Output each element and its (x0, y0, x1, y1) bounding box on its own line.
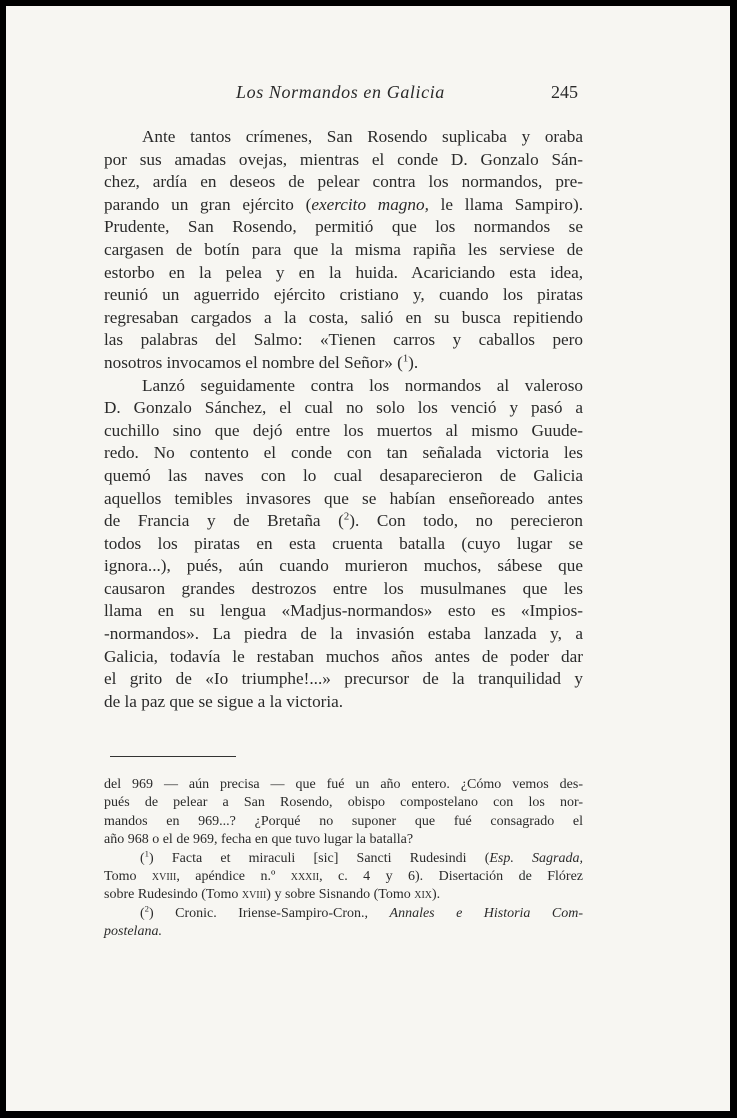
body-line: regresaban cargados a la costa, salió en su busca repitiendo (104, 307, 583, 327)
body-line: llama en su lengua «Madjus-normandos» esto es «Impios- (104, 601, 583, 621)
footnote-rule (110, 756, 236, 757)
body-text (104, 126, 583, 713)
footnote-line: pués de pelear a San Rosendo, obispo compostelano con los nor- (104, 795, 583, 811)
text-segment: ) Facta et miraculi [sic] Sancti Rudesindi ( (149, 850, 490, 866)
text-segment: ). Con todo, no perecieron (349, 511, 583, 531)
body-line: Prudente, San Rosendo, permitió que los normandos se (104, 217, 583, 237)
body-line: todos los piratas en esta cruenta batalla (cuyo lugar se (104, 533, 583, 553)
body-line: causaron grandes destrozos entre los musulmanes que les (104, 578, 583, 598)
footnote-line (104, 847, 583, 868)
text-segment: ) y sobre Sisnando (Tomo (266, 887, 415, 903)
body-line: estorbo en la pelea y en la huida. Acariciando esta idea, (104, 262, 583, 282)
body-line (104, 352, 583, 375)
body-line: Ante tantos crímenes, San Rosendo suplicaba y oraba (142, 127, 583, 146)
book-page (6, 6, 730, 1111)
smallcaps-segment: xviii (151, 869, 177, 885)
text-segment: , c. 4 y 6). Disertación de Flórez (319, 869, 583, 885)
footnote-line (104, 923, 583, 941)
footnote-ref: 1 (402, 353, 409, 365)
body-line: redo. No contento el conde con tan señalada victoria les (104, 443, 583, 463)
text-segment: ) Cronic. Iriense-Sampiro-Cron., (149, 905, 390, 921)
body-line: cuchillo sino que dejó entre los muertos al mismo Guude- (104, 420, 583, 440)
body-line: aquellos temibles invasores que se habían enseñoreado antes (104, 488, 583, 508)
smallcaps-segment: xxxii (290, 869, 320, 885)
text-segment: ). (432, 887, 441, 903)
footnotes (104, 776, 583, 942)
italic-segment: exercito magno, (311, 194, 429, 214)
running-head (110, 82, 582, 108)
text-segment: ( (140, 905, 145, 921)
body-line: por sus amadas ovejas, mientras el conde D. Gonzalo Sán- (104, 149, 583, 169)
body-line (104, 194, 583, 217)
body-line: el grito de «Io triumphe!...» precursor de la tranquilidad y (104, 669, 583, 689)
text-segment: de Francia y de Bretaña ( (104, 511, 344, 531)
body-line: cargasen de botín para que la misma rapiña les serviese de (104, 239, 583, 259)
body-line: ignora...), pués, aún cuando murieron muchos, sábese que (104, 556, 583, 576)
footnote-number: 2 (144, 903, 150, 914)
footnote-number: 1 (144, 847, 150, 858)
footnote-line: del 969 — aún precisa — que fué un año entero. ¿Cómo vemos des- (104, 777, 583, 792)
smallcaps-segment: xviii (241, 887, 267, 903)
smallcaps-segment: xix (414, 887, 433, 903)
footnote-line (104, 905, 583, 923)
text-segment: parando un gran ejército ( (104, 194, 312, 214)
page-number: 245 (551, 82, 578, 102)
text-segment: sobre Rudesindo (Tomo (104, 887, 242, 903)
text-segment: nosotros invocamos el nombre del Señor» ( (104, 352, 403, 372)
text-segment: ( (140, 850, 145, 866)
body-line: -normandos». La piedra de la invasión estaba lanzada y, a (104, 624, 583, 644)
running-title: Los Normandos en Galicia (236, 82, 445, 102)
footnote-line (104, 886, 583, 904)
body-line (104, 510, 583, 533)
body-line: de la paz que se sigue a la victoria. (104, 691, 344, 711)
italic-segment: Esp. Sagrada, (489, 850, 583, 866)
body-line: D. Gonzalo Sánchez, el cual no solo los venció y pasó a (104, 398, 583, 418)
body-line: las palabras del Salmo: «Tienen carros y caballos pero (104, 330, 583, 350)
text-segment: le llama Sampiro). (428, 194, 583, 214)
text-segment: Tomo (104, 869, 152, 885)
body-line: reunió un aguerrido ejército cristiano y, cuando los piratas (104, 285, 583, 305)
text-segment: , apéndice n.º (176, 869, 291, 885)
text-segment: ). (408, 352, 419, 372)
footnote-line (104, 868, 583, 886)
body-line: quemó las naves con lo cual desaparecieron de Galicia (104, 465, 583, 485)
footnote-ref: 2 (343, 511, 350, 523)
footnote-line: año 968 o el de 969, fecha en que tuvo lugar la batalla? (104, 832, 414, 848)
italic-segment: postelana. (104, 924, 162, 940)
body-line: Galicia, todavía le restaban muchos años antes de poder dar (104, 646, 583, 666)
italic-segment: Annales e Historia Com- (389, 905, 583, 921)
footnote-line: mandos en 969...? ¿Porqué no suponer que fué consagrado el (104, 813, 583, 829)
body-line: chez, ardía en deseos de pelear contra los normandos, pre- (104, 172, 583, 192)
body-line: Lanzó seguidamente contra los normandos al valeroso (142, 375, 583, 395)
